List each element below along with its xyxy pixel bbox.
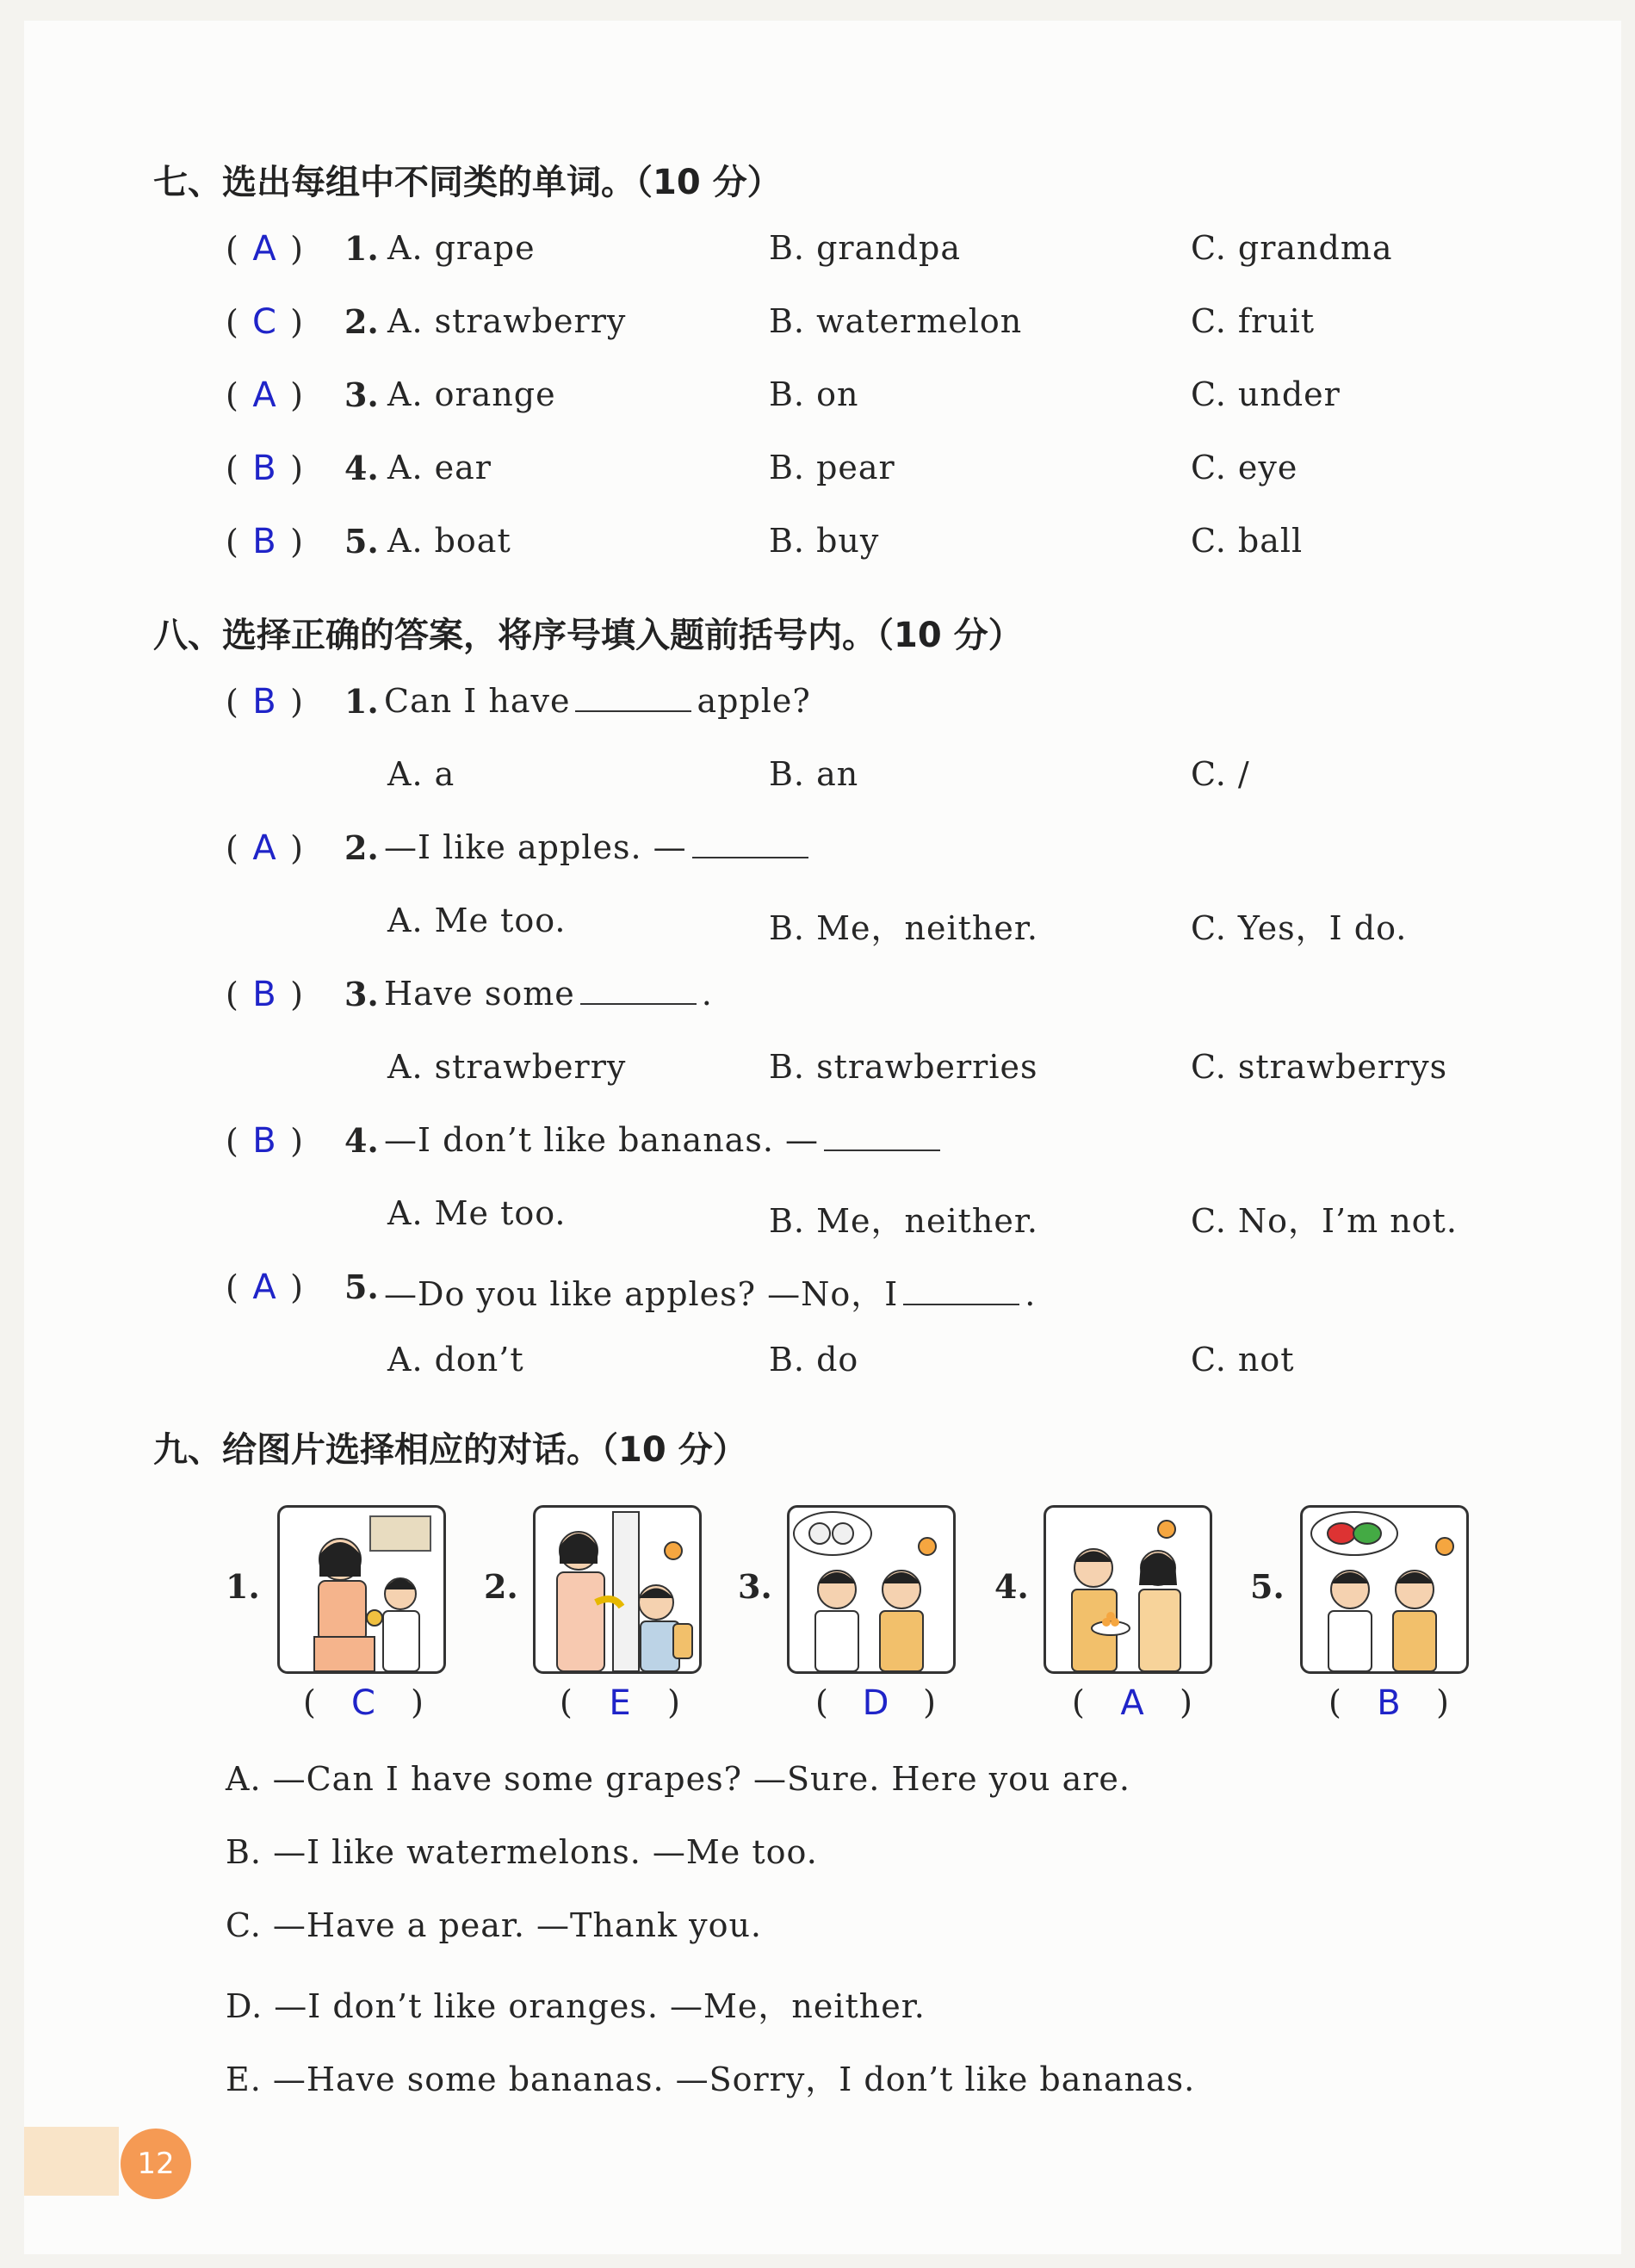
answer-blank <box>575 710 691 712</box>
footer-decoration <box>24 2127 119 2196</box>
option-a: A. strawberry <box>387 302 627 340</box>
dialog-e: E. —Have some bananas. —Sorry，I don’t like bananas. <box>226 2060 1196 2098</box>
question-text: —Do you like apples? —No，I . <box>384 1275 1037 1313</box>
option-a: A. Me too. <box>387 902 567 939</box>
option-c: C. grandma <box>1191 229 1393 267</box>
option-c: C. under <box>1191 375 1341 413</box>
answer-mark: C <box>252 302 276 342</box>
answer-blank <box>692 856 808 858</box>
question-text: Have some . <box>384 975 713 1013</box>
option-c: C. eye <box>1191 449 1298 486</box>
option-b: B. do <box>769 1341 859 1379</box>
question-text: —I don’t like bananas. — <box>384 1121 945 1159</box>
option-c: C. not <box>1191 1341 1295 1379</box>
option-c: C. fruit <box>1191 302 1316 340</box>
picture-5-watermelon-thought <box>1300 1505 1469 1674</box>
option-a: A. strawberry <box>387 1048 627 1086</box>
picture-row: 1. 2. 3. 4. 5. <box>226 1505 1483 1677</box>
answer-blank <box>580 1002 697 1005</box>
dialog-a: A. —Can I have some grapes? —Sure. Here you are. <box>226 1760 1130 1798</box>
section-7-title: 七、选出每组中不同类的单词。（10 分） <box>153 163 782 202</box>
question-text: Can I have apple? <box>384 682 811 720</box>
picture-3-oranges-thought <box>787 1505 956 1674</box>
answer-mark: A <box>252 828 276 868</box>
option-a: A. orange <box>387 375 556 413</box>
option-c: C. No，I’m not. <box>1191 1202 1458 1240</box>
answer-mark: D <box>862 1683 889 1723</box>
question-text: —I like apples. — <box>384 828 814 866</box>
answer-mark: B <box>1377 1683 1401 1723</box>
option-b: B. an <box>769 755 859 793</box>
dialog-c: C. —Have a pear. —Thank you. <box>226 1906 763 1944</box>
option-b: B. pear <box>769 449 895 486</box>
option-b: B. Me，neither. <box>769 909 1038 947</box>
answer-blank <box>903 1303 1019 1305</box>
option-a: A. Me too. <box>387 1194 567 1232</box>
answer-mark: A <box>1120 1683 1144 1723</box>
picture-1-girl-offers-pear <box>277 1505 446 1674</box>
option-a: A. don’t <box>387 1341 524 1379</box>
answer-mark: A <box>252 1267 276 1307</box>
option-b: B. on <box>769 375 859 413</box>
answer-mark: B <box>252 1121 276 1161</box>
option-b: B. grandpa <box>769 229 962 267</box>
option-c: C. Yes，I do. <box>1191 909 1408 947</box>
answer-blank <box>824 1149 940 1151</box>
option-b: B. Me，neither. <box>769 1202 1038 1240</box>
option-a: A. ear <box>387 449 492 486</box>
answer-mark: B <box>252 449 276 488</box>
option-a: A. a <box>387 755 455 793</box>
answer-mark: B <box>252 975 276 1014</box>
answer-mark: A <box>252 229 276 269</box>
option-b: B. strawberries <box>769 1048 1038 1086</box>
answer-mark: E <box>609 1683 631 1723</box>
section-9-title: 九、给图片选择相应的对话。（10 分） <box>153 1430 747 1470</box>
picture-4-grapes-plate <box>1044 1505 1212 1674</box>
option-c: C. strawberrys <box>1191 1048 1448 1086</box>
answer-mark: C <box>351 1683 375 1723</box>
dialog-d: D. —I don’t like oranges. —Me，neither. <box>226 1987 926 2025</box>
answer-mark: B <box>252 682 276 722</box>
option-c: C. / <box>1191 755 1250 793</box>
option-c: C. ball <box>1191 522 1304 560</box>
answer-mark: A <box>252 375 276 415</box>
option-a: A. boat <box>387 522 511 560</box>
option-b: B. watermelon <box>769 302 1023 340</box>
section-8-title: 八、选择正确的答案，将序号填入题前括号内。（10 分） <box>153 616 1023 655</box>
option-a: A. grape <box>387 229 536 267</box>
picture-2-door-bananas <box>533 1505 702 1674</box>
dialog-b: B. —I like watermelons. —Me too. <box>226 1833 818 1871</box>
answer-mark: B <box>252 522 276 561</box>
page-number: 12 <box>121 2129 191 2199</box>
option-b: B. buy <box>769 522 880 560</box>
